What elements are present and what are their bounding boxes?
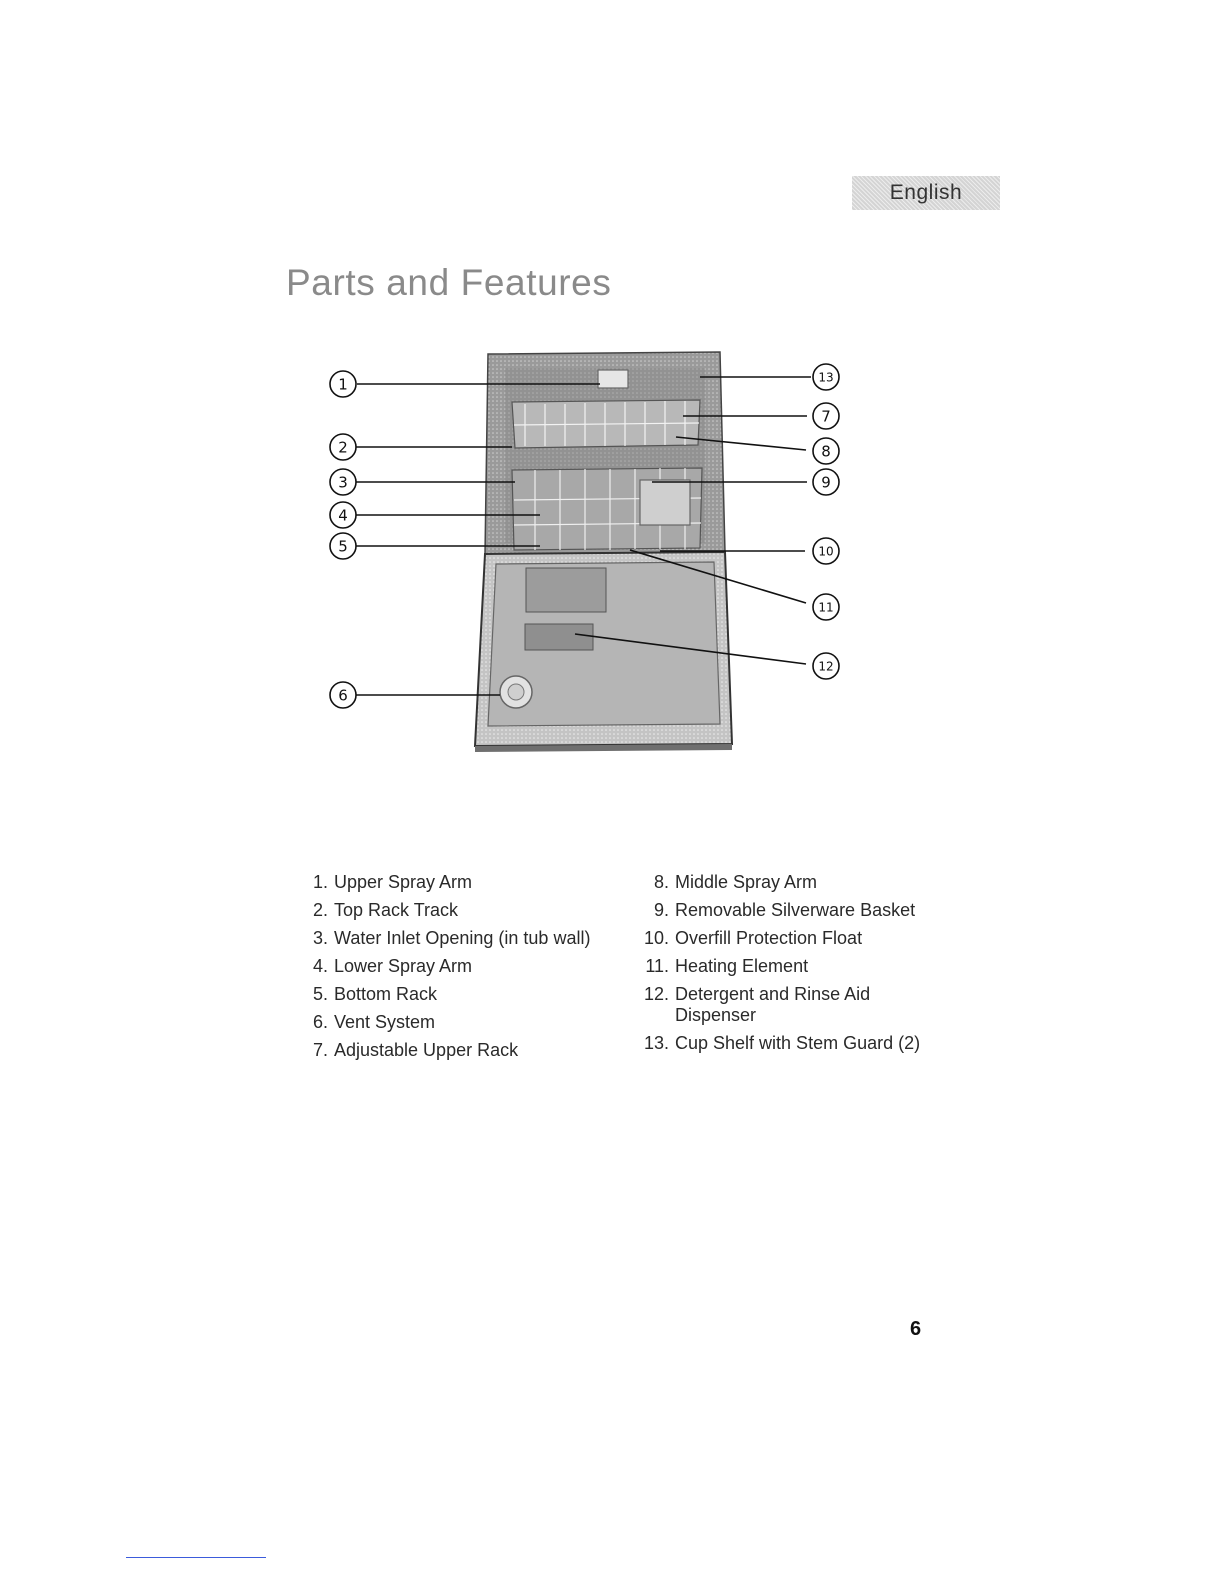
list-item: 4. Lower Spray Arm [312,956,473,976]
callout-4 [330,502,356,528]
language-tab [852,176,1000,210]
parts-list-right [640,868,940,1057]
callout-13 [813,364,839,390]
callout-12 [813,653,839,679]
callout-10 [813,538,839,564]
svg-text:7: 7 [821,407,831,426]
svg-text:1: 1 [338,375,348,394]
list-item: 13. Cup Shelf with Stem Guard (2) [643,1033,921,1053]
callout-6 [330,682,356,708]
list-item: 10. Overfill Protection Float [643,928,863,948]
svg-text:12: 12 [818,659,834,674]
lower-rack-drawing [512,468,702,550]
svg-text:9: 9 [821,473,831,492]
callout-7 [813,403,839,429]
svg-text:8: 8 [821,442,831,461]
list-item: 6. Vent System [312,1012,436,1032]
footer-rule [126,1557,266,1558]
language-label: English [889,181,963,204]
parts-list-left [310,868,620,1064]
svg-text:5: 5 [338,537,348,556]
list-item: 11. Heating Element [645,956,809,976]
callout-9 [813,469,839,495]
list-item: 3. Water Inlet Opening (in tub wall) [312,928,591,948]
callout-8 [813,438,839,464]
dishwasher-diagram [300,340,870,760]
callout-1 [330,371,356,397]
list-item: 7. Adjustable Upper Rack [312,1040,519,1060]
list-item: 2. Top Rack Track [312,900,459,920]
page-number: 6 [910,1318,922,1340]
list-item: 12. Detergent and Rinse Aid Dispenser [643,984,871,1025]
svg-text:6: 6 [338,686,348,705]
callout-11 [813,594,839,620]
list-item: 5. Bottom Rack [312,984,438,1004]
svg-text:13: 13 [818,370,834,385]
list-item: 8. Middle Spray Arm [653,872,818,892]
dishwasher-illustration [300,340,870,760]
callout-3 [330,469,356,495]
page-title: Parts and Features [286,262,612,303]
svg-text:4: 4 [338,506,348,525]
svg-text:11: 11 [818,600,834,615]
callout-2 [330,434,356,460]
callout-5 [330,533,356,559]
list-item: 9. Removable Silverware Basket [653,900,916,920]
open-door-drawing [475,552,732,752]
svg-text:3: 3 [338,473,348,492]
svg-text:2: 2 [338,438,348,457]
list-item: 1. Upper Spray Arm [312,872,473,892]
svg-text:10: 10 [818,544,834,559]
